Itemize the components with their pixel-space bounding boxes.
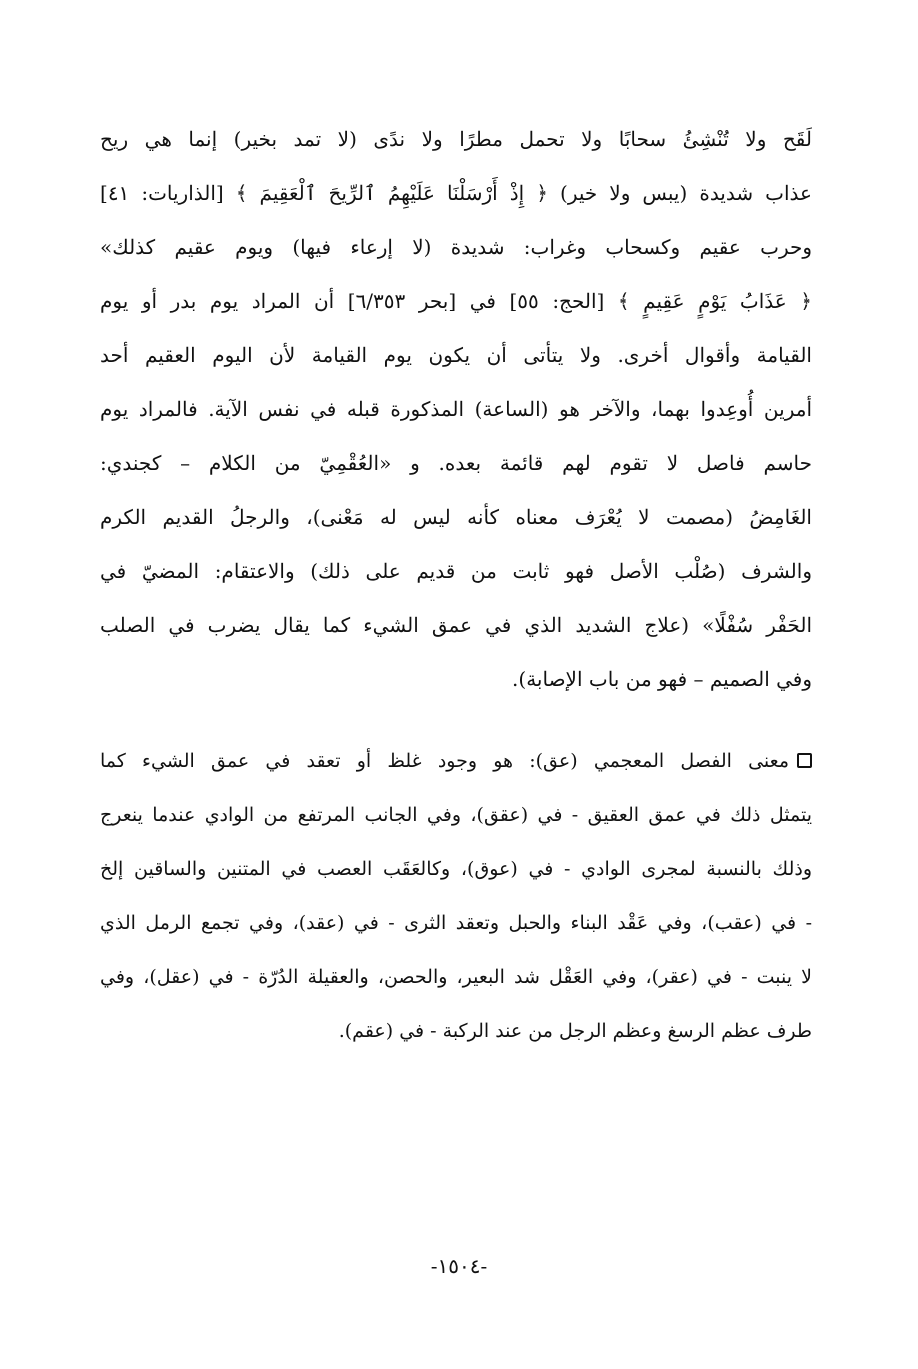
text-line: الحَفْر سُفْلًا» (علاج الشديد الذي في عمق الشيء كما يقال يضرب في الصلب bbox=[100, 613, 812, 637]
text-line: ﴿ عَذَابُ يَوْمٍ عَقِيمٍ ﴾ [الحج: ٥٥] في [بحر ٦/٣٥٣] أن المراد يوم بدر أو يوم bbox=[100, 289, 812, 313]
text-line: والشرف (صُلْب الأصل فهو ثابت من قديم على ذلك) والاعتقام: المضيّ في bbox=[100, 559, 812, 583]
text-line: القيامة وأقوال أخرى. ولا يتأتى أن يكون يوم القيامة لأن اليوم العقيم أحد bbox=[100, 343, 812, 367]
paragraph-lexical-meaning bbox=[100, 734, 812, 1058]
square-bullet-icon bbox=[797, 753, 812, 768]
page-number: -١٥٠٤- bbox=[430, 1254, 488, 1278]
text-line: أمرين أُوعِدوا بهما، والآخر هو (الساعة) المذكورة قبله في نفس الآية. فالمراد يوم bbox=[100, 397, 812, 421]
text-line: وذلك بالنسبة لمجرى الوادي - في (عوق)، وكالعَقَب العصب في المتنين والساقين إلخ bbox=[100, 858, 812, 880]
text-line: لا ينبت - في (عقر)، وفي العَقْل شد البعير، والحصن، والعقيلة الدُرّة - في (عقل)، وفي bbox=[100, 966, 812, 988]
text-line: معنى الفصل المعجمي (عق): هو وجود غلظ أو تعقد في عمق الشيء كما bbox=[100, 750, 789, 772]
text-line: الغَامِضُ (مصمت لا يُعْرَف معناه كأنه ليس له مَعْنى)، والرجلُ القديم الكرم bbox=[100, 505, 812, 529]
text-line: وحرب عقيم وكسحاب وغراب: شديدة (لا إرعاء فيها) ويوم عقيم كذلك» bbox=[100, 235, 812, 259]
paragraph-explanation bbox=[100, 112, 812, 706]
text-line: طرف عظم الرسغ وعظم الرجل من عند الركبة - في (عقم). bbox=[338, 1020, 812, 1042]
text-line: يتمثل ذلك في عمق العقيق - في (عقق)، وفي الجانب المرتفع من الوادي عندما ينعرج bbox=[100, 804, 812, 826]
text-line-with-marker bbox=[100, 734, 812, 788]
text-line: وفي الصميم – فهو من باب الإصابة). bbox=[512, 667, 812, 691]
text-line: لَقَح ولا تُنْشِئُ سحابًا ولا تحمل مطرًا ولا ندًى (لا تمد بخير) إنما هي ريح bbox=[100, 127, 812, 151]
text-line: - في (عقب)، وفي عَقْد البناء والحبل وتعقد الثرى - في (عقد)، وفي تجمع الرمل الذي bbox=[100, 912, 812, 934]
text-line: عذاب شديدة (يبس ولا خير) ﴿ إِذْ أَرْسَلْنَا عَلَيْهِمُ ٱلرِّيحَ ٱلْعَقِيمَ ﴾ [الذاريات: ٤١] bbox=[100, 181, 812, 205]
text-line: حاسم فاصل لا تقوم لهم قائمة بعده. و «العُقْمِيّ من الكلام – كجندي: bbox=[100, 451, 812, 475]
